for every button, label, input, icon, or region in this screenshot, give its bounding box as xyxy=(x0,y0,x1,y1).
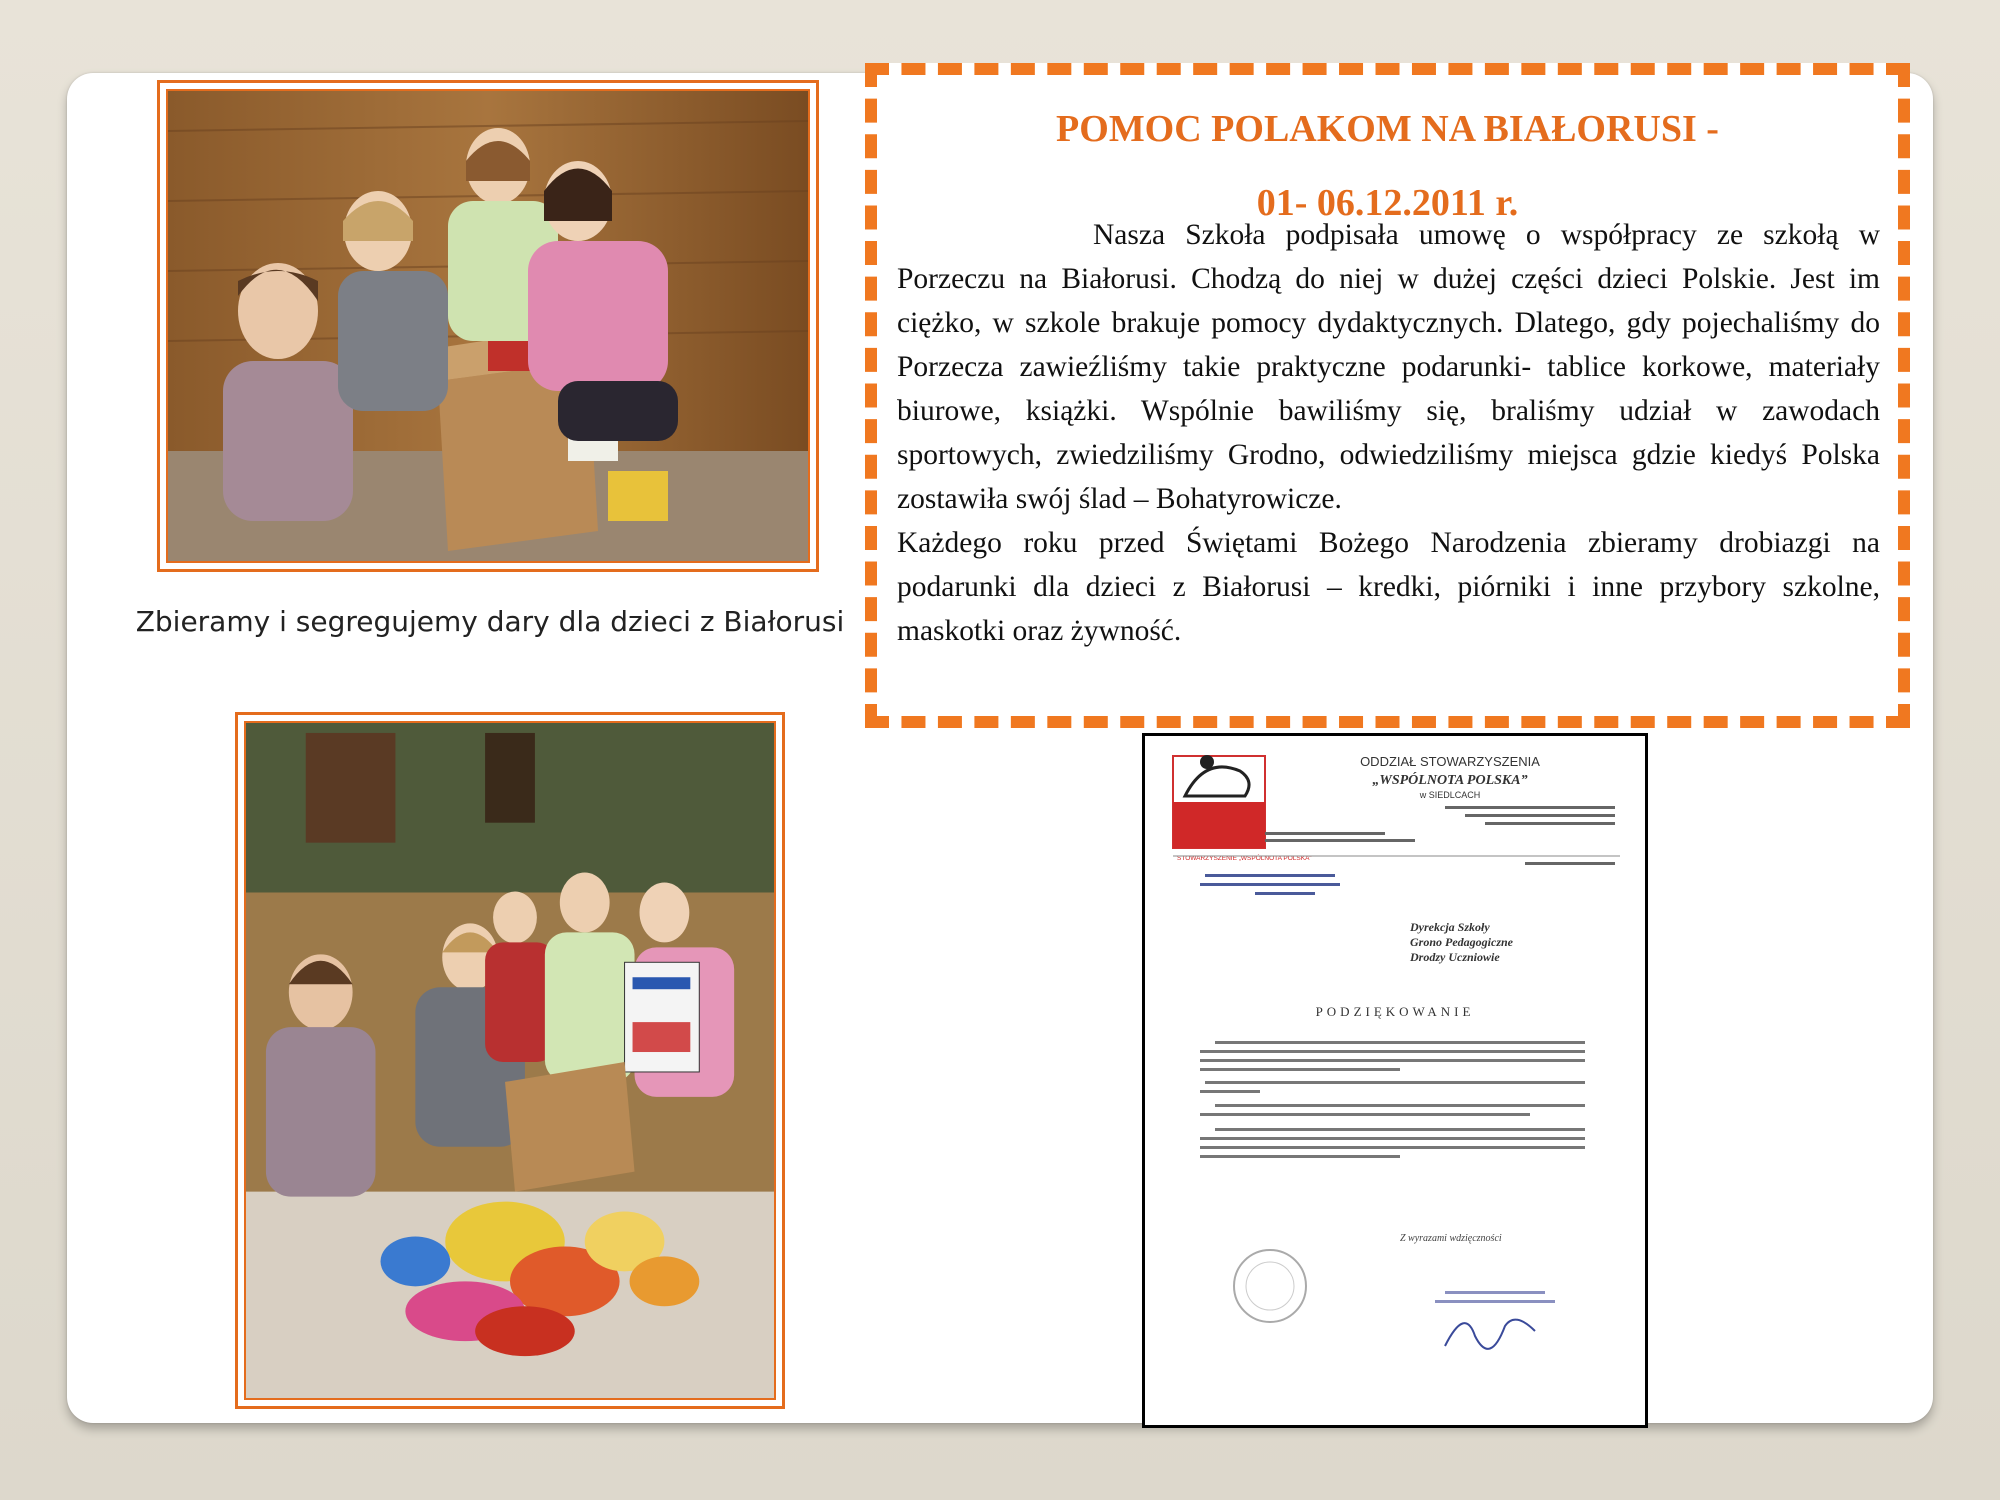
article-paragraph: Każdego roku przed Świętami Bożego Narodzenia zbieramy drobiazgi na podarunki dla dzieci z Białorusi – kredki, piórniki i inne przybory szkolne, maskotki oraz żywność. xyxy=(897,527,1880,647)
photo-caption: Zbieramy i segregujemy dary dla dzieci z Białorusi xyxy=(135,605,845,638)
article-title-line1: POMOC POLAKOM NA BIAŁORUSI - xyxy=(1056,108,1719,150)
logo-caption: STOWARZYSZENIE „WSPÓLNOTA POLSKA” xyxy=(1177,855,1312,862)
photo-girls-with-poster xyxy=(235,712,785,1409)
letter-closing: Z wyrazami wdzięczności xyxy=(1400,1233,1502,1244)
org-line1: ODDZIAŁ STOWARZYSZENIA xyxy=(1360,754,1540,769)
article-title-line2: 01- 06.12.2011 r. xyxy=(1256,182,1519,224)
article-box xyxy=(865,63,1910,728)
photo-girls-packing-box xyxy=(157,80,819,572)
association-logo xyxy=(1173,755,1265,848)
org-line3: w SIEDLCACH xyxy=(1419,790,1481,800)
article-body xyxy=(897,213,1880,653)
article-title xyxy=(877,101,1898,231)
article-paragraph: Nasza Szkoła podpisała umowę o współpracy ze szkołą w Porzeczu na Białorusi. Chodzą do niej w dużej części dzieci Polskie. Jest im ciężko, w szkole brakuje pomocy dydaktycznych. Dlatego, gdy pojechaliśmy do Porzecza zawieźliśmy takie praktyczne podarunki- tablice korkowe, materiały biurowe, książki. Wspólnie bawiliśmy się, braliśmy udział w zawodach sportowych, zwiedziliśmy Grodno, odwiedziliśmy miejsca gdzie kiedyś Polska zostawiła swój ślad – Bohatyrowicze. xyxy=(897,219,1880,515)
addressee-3: Drodzy Uczniowie xyxy=(1410,950,1500,964)
thank-you-letter xyxy=(1142,733,1648,1428)
org-line2: „WSPÓLNOTA POLSKA” xyxy=(1372,773,1528,788)
addressee-1: Dyrekcja Szkoły xyxy=(1410,920,1490,934)
letter-image xyxy=(1145,736,1645,1425)
addressee-2: Grono Pedagogiczne xyxy=(1410,935,1513,949)
letter-heading: PODZIĘKOWANIE xyxy=(1315,1004,1475,1019)
photo-image xyxy=(168,91,808,561)
photo-image xyxy=(246,723,774,1398)
